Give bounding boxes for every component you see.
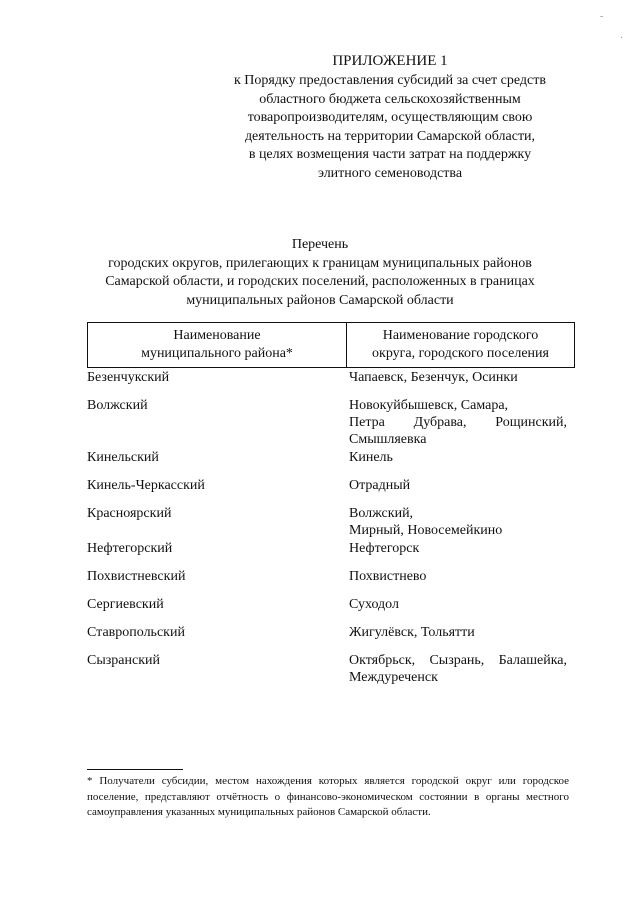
district-name: Сергиевский: [87, 597, 164, 612]
settlement-line: Новокуйбышевск, Самара,: [349, 398, 509, 413]
annex-header: [190, 50, 590, 183]
header-line: Наименование: [173, 328, 261, 343]
footnote-divider: [87, 769, 183, 770]
settlement-line: Кинель: [349, 450, 393, 465]
settlement-line: Похвистнево: [349, 569, 427, 584]
district-name: Волжский: [87, 398, 148, 413]
settlement-line: Междуреченск: [349, 670, 438, 685]
district-name: Ставропольский: [87, 625, 185, 640]
district-name: Безенчукский: [87, 370, 170, 385]
annex-title: ПРИЛОЖЕНИЕ 1: [332, 53, 448, 69]
settlement-names: [349, 369, 567, 386]
district-name: Красноярский: [87, 506, 172, 521]
header-line: Наименование городского: [382, 328, 539, 343]
settlement-line: Петра Дубрава, Рощинский,: [349, 415, 567, 430]
settlement-names: [349, 652, 567, 686]
table-header: [87, 322, 575, 368]
list-heading: Перечень: [291, 237, 349, 252]
settlement-names: [349, 540, 567, 557]
settlement-names: [349, 449, 567, 466]
annex-line: деятельность на территории Самарской области,: [244, 128, 536, 144]
settlement-line: Октябрьск, Сызрань, Балашейка,: [349, 653, 567, 668]
settlement-names: [349, 624, 567, 641]
settlement-names: [349, 596, 567, 613]
district-name: Кинель-Черкасский: [87, 478, 205, 493]
settlement-line: Волжский,: [349, 506, 414, 521]
settlement-line: Жигулёвск, Тольятти: [349, 625, 475, 640]
settlement-line: Смышляевка: [349, 432, 427, 447]
settlement-line: Мирный, Новосемейкино: [349, 523, 503, 538]
settlement-names: [349, 505, 567, 539]
district-name: Кинельский: [87, 450, 159, 465]
district-name: Похвистневский: [87, 569, 186, 584]
settlement-names: [349, 397, 567, 448]
settlement-names: [349, 568, 567, 585]
district-name: Сызранский: [87, 653, 160, 668]
corner-mark: ·: [620, 33, 624, 44]
annex-line: элитного семеноводства: [317, 165, 463, 181]
settlement-line: Отрадный: [349, 478, 411, 493]
list-title-line: муниципальных районов Самарской области: [186, 292, 454, 308]
annex-line: областного бюджета сельскохозяйственным: [259, 91, 521, 107]
settlement-line: Нефтегорск: [349, 541, 420, 556]
settlement-line: Чапаевск, Безенчук, Осинки: [349, 370, 518, 385]
annex-line: товаропроизводителям, осуществляющим свою: [247, 110, 533, 125]
footnote: * Получатели субсидии, местом нахождения которых является городской округ или городское поселение, представляют отчётность о финансово-экономическом состоянии в органы местного самоуправления указанных муниципальных районов Самарской области.: [87, 775, 569, 818]
header-line: муниципального района*: [141, 346, 293, 361]
list-title: [60, 236, 580, 310]
column-header-district: [88, 323, 347, 367]
list-title-line: Самарской области, и городских поселений, расположенных в границах: [105, 274, 535, 289]
settlement-names: [349, 477, 567, 494]
column-header-settlement: [347, 323, 574, 367]
annex-line: к Порядку предоставления субсидий за счет средств: [234, 73, 546, 88]
district-name: Нефтегорский: [87, 541, 173, 556]
corner-mark: -: [600, 11, 604, 22]
header-line: округа, городского поселения: [372, 346, 549, 361]
districts-table: [87, 322, 575, 368]
list-title-line: городских округов, прилегающих к границам муниципальных районов: [108, 255, 532, 271]
annex-line: в целях возмещения части затрат на поддержку: [248, 147, 532, 162]
settlement-line: Суходол: [349, 597, 399, 612]
